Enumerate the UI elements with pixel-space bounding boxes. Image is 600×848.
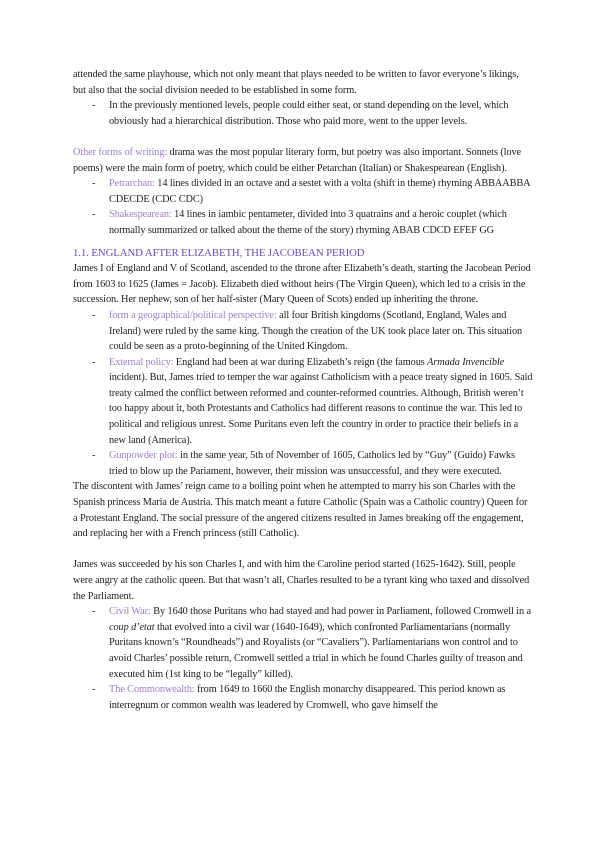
commonwealth-text: from 1649 to 1660 the English monarchy disappeared. This period known as interregnum or common wealth was leadered by Cromwell, who gave himself the [109, 684, 506, 711]
paragraph-discontent: The discontent with James’ reign came to a boiling point when he attempted to marry his son Charles with the Spanish princess Maria de Austria. This match meant a future Catholic (Spain was a Catholic country) Queen for a Protestant England. The social pressure of the angered citizens resulted in James breaking off the engagement, and replacing her with a French princess (still Catholic). [73, 481, 528, 540]
commonwealth-label: The Commonwealth: [109, 684, 195, 696]
bullet-petrarchan [73, 176, 533, 207]
bullet-external-policy [73, 355, 533, 449]
bullet-list-jacobean [73, 308, 533, 480]
shakespearean-text: 14 lines in iambic pentameter, divided into 3 quatrains and a heroic couplet (which normally summarized or talked about the theme of the story) rhyming ABAB CDCD EFEF GG [109, 209, 507, 236]
petrarchan-text: 14 lines divided in an octave and a sestet with a volta (shift in theme) rhyming ABBAABBA CDECDE (CDC CDC) [109, 178, 530, 205]
armada-italic: Armada Invencible [427, 356, 505, 368]
document-page [73, 67, 533, 713]
section-heading: 1.1. ENGLAND AFTER ELIZABETH, THE JACOBEAN PERIOD [73, 246, 365, 259]
bullet-gunpowder-plot [73, 448, 533, 479]
shakespearean-label: Shakespearean: [109, 209, 172, 221]
paragraph-james: James I of England and V of Scotland, ascended to the throne after Elizabeth’s death, starting the Jacobean Period from 1603 to 1625 (James = Jacob). Elizabeth died without heirs (The Virgin Queen), which led to a crisis in the succession. Her nephew, son of her half-sister (Mary Queen of Scots) ended up inheriting the throne. [73, 263, 531, 306]
gunpowder-text: in the same year, 5th of November of 1605, Catholics led by “Guy” (Guido) Fawks tried to blow up the Pariament, however, their mission was unsuccessful, and they were executed. [109, 450, 515, 477]
civil-war-text-a: By 1640 those Puritans who had stayed and had power in Parliament, followed Cromwell in a [150, 606, 531, 618]
petrarchan-label: Petrarchan: [109, 178, 155, 190]
civil-war-text-b: that evolved into a civil war (1640-1649), which confronted Parliamentarians (normally Puritans known’s “Roundheads”) and Royalists (or “Cavaliers”). Parliamentarians won control and to avoid Charles’ possible return, Cromwell settled a trial in which he found Charles guilty of treason and executed him (1st king to be “legally” killed). [109, 621, 523, 680]
paragraph-playhouse: attended the same playhouse, which not only meant that plays needed to be written to favor everyone’s likings, but also that the social division needed to be established in some form. [73, 69, 519, 96]
gunpowder-label: Gunpowder plot: [109, 450, 178, 462]
other-forms-text: drama was the most popular literary form, but poetry was also important. Sonnets (love poems) were the main form of poetry, which could be either Petarchan (Italian) or Shakespearean (English). [73, 146, 521, 174]
bullet-levels: - In the previously mentioned levels, people could either seat, or stand depending on the level, which obviously had a hierarchical distribution. Those who paid more, went to the upper levels. [73, 98, 533, 129]
external-policy-text-b: incident). But, James tried to temper the war against Catholicism with a peace treaty signed in 1605. Said treaty calmed the conflict between reformed and counter-reformed countries. Although, British weren’t too happy about it, both Protestants and Catholics had different reasons to continue the war. This led to political and religious unrest. Some Puritans even left the country in order to practice their beliefs in a new land (America). [109, 372, 533, 446]
paragraph-charles: James was succeeded by his son Charles I, and with him the Caroline period started (1625-1642). Still, people were angry at the catholic queen. But that wasn’t all, Charles resulted to be a tyrant king who taxed and dissolved the Parliament. [73, 559, 530, 602]
geographical-label: form a geographical/political perspective: [109, 309, 277, 321]
bullet-list-sonnets [73, 176, 533, 238]
paragraph-other-forms [73, 145, 533, 176]
bullet-geographical [73, 308, 533, 355]
bullet-list-caroline [73, 604, 533, 713]
bullet-civil-war [73, 604, 533, 682]
external-policy-label: External policy: [109, 356, 174, 368]
other-forms-label: Other forms of writing: [73, 146, 168, 158]
bullet-shakespearean [73, 207, 533, 238]
external-policy-text-a: England had been at war during Elizabeth’s reign (the famous [173, 356, 428, 368]
geographical-text: all four British kingdoms (Scotland, England, Wales and Ireland) were ruled by the same king. Though the creation of the UK took place later on. This situation could be seen as a proto-beginning of the United Kingdom. [109, 309, 523, 353]
bullet-commonwealth [73, 682, 533, 713]
coup-italic: coup d’etat [109, 621, 155, 633]
bullet-list-levels [73, 98, 533, 129]
civil-war-label: Civil War: [109, 606, 151, 618]
